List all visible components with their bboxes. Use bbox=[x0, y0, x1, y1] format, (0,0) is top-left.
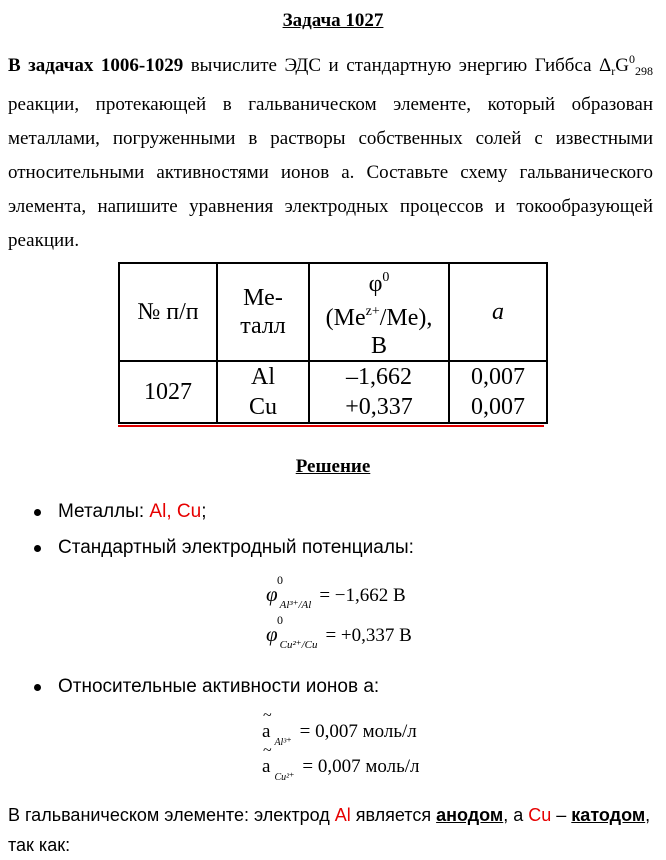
red-underline bbox=[118, 425, 544, 427]
phi-al-value: = −1,662 В bbox=[319, 585, 406, 606]
solution-title: Решение bbox=[295, 456, 371, 477]
formula-a-al bbox=[262, 707, 417, 748]
bullet-icon bbox=[34, 545, 41, 552]
cell-metal-2: Cu bbox=[248, 394, 277, 420]
problem-text-1: вычислите ЭДС и стандартную энергию Гиббса Δ bbox=[183, 55, 612, 76]
phi-al-sub: Al³⁺/Al bbox=[279, 599, 312, 611]
header-metal bbox=[217, 263, 309, 361]
cell-activity-2: 0,007 bbox=[471, 394, 525, 420]
problem-text-2: реакции, протекающей в гальваническом элементе, который образован металлами, погруженными в растворы собственных солей с известными относительными активностями ионов a. Составьте схему гальванического элемента, напишите уравнения электродных процессов и токообразующей реакции. bbox=[8, 94, 653, 251]
conclusion-text-2: является bbox=[350, 805, 437, 825]
bullet-icon bbox=[34, 509, 41, 516]
bullet-metals-text bbox=[58, 501, 206, 523]
a-cu-value: = 0,007 моль/л bbox=[302, 756, 420, 777]
header-phi-line2-sup: z+ bbox=[365, 304, 380, 319]
cell-metals bbox=[217, 361, 309, 423]
data-table bbox=[118, 262, 548, 424]
a-al-value: = 0,007 моль/л bbox=[299, 721, 417, 742]
header-metal-line2: талл bbox=[240, 313, 286, 339]
header-activity: a bbox=[449, 263, 547, 361]
bullet-icon bbox=[34, 684, 41, 691]
tilde: ~ bbox=[263, 707, 272, 724]
phi-symbol: φ 0 bbox=[266, 573, 283, 606]
metal-sep: , bbox=[166, 501, 177, 522]
table-header-row bbox=[119, 263, 547, 361]
conclusion-text-3: , а bbox=[503, 805, 529, 825]
problem-lead: В задачах 1006-1029 bbox=[8, 55, 184, 76]
header-phi-line2b: /Me), bbox=[379, 305, 433, 331]
phi-sup: 0 bbox=[277, 573, 283, 587]
cell-potentials bbox=[309, 361, 449, 423]
phi-cu-sub: Cu²⁺/Cu bbox=[279, 639, 318, 651]
a-symbol: ~ a bbox=[262, 742, 272, 777]
cell-potential-2: +0,337 bbox=[345, 394, 413, 420]
problem-statement bbox=[8, 42, 653, 258]
header-phi-symbol: φ bbox=[368, 271, 383, 297]
metals-label: Металлы: bbox=[58, 501, 150, 522]
cell-activities bbox=[449, 361, 547, 423]
problem-text-g: G bbox=[615, 55, 630, 76]
header-num: № п/п bbox=[119, 263, 217, 361]
metal-cu: Cu bbox=[176, 501, 202, 522]
problem-sup-0: 0 bbox=[629, 52, 636, 66]
a-symbol: ~ a bbox=[262, 707, 272, 742]
phi-cu-value: = +0,337 В bbox=[325, 625, 412, 646]
phi-symbol: φ 0 bbox=[266, 613, 283, 646]
formula-phi-cu bbox=[266, 613, 412, 651]
conclusion-text-5: , так как: bbox=[8, 805, 651, 855]
page-title: Задача 1027 bbox=[282, 10, 384, 31]
header-phi-unit: В bbox=[370, 333, 387, 359]
conclusion-text-1: В гальваническом элементе: электрод bbox=[8, 805, 335, 825]
problem-sub-r: r bbox=[611, 64, 616, 78]
phi-sup: 0 bbox=[277, 613, 283, 627]
conclusion-al: Al bbox=[334, 805, 351, 825]
cell-num: 1027 bbox=[119, 361, 217, 423]
header-potential bbox=[309, 263, 449, 361]
conclusion bbox=[8, 800, 658, 860]
metal-al: Al bbox=[149, 501, 167, 522]
a-cu-sub: Cu²⁺ bbox=[274, 772, 295, 783]
conclusion-text-4: – bbox=[551, 805, 572, 825]
tilde: ~ bbox=[263, 742, 272, 759]
header-phi-sup: 0 bbox=[382, 270, 390, 285]
header-phi-line2a: (Me bbox=[325, 305, 366, 331]
formula-phi-al bbox=[266, 573, 406, 611]
table-row bbox=[119, 361, 547, 423]
conclusion-anode: анодом bbox=[436, 805, 504, 825]
conclusion-cu: Cu bbox=[528, 805, 552, 825]
cell-metal-1: Al bbox=[251, 364, 275, 390]
conclusion-cathode: катодом bbox=[571, 805, 646, 825]
header-metal-line1: Ме- bbox=[243, 285, 283, 311]
metals-end: ; bbox=[201, 501, 207, 522]
cell-activity-1: 0,007 bbox=[471, 364, 525, 390]
activity-label: Относительные активности ионов а: bbox=[58, 676, 380, 697]
problem-sub-298: 298 bbox=[635, 64, 654, 78]
potentials-label: Стандартный электродный потенциалы: bbox=[58, 537, 414, 558]
cell-potential-1: –1,662 bbox=[346, 364, 412, 390]
a-al-sub: Al³⁺ bbox=[274, 737, 292, 748]
